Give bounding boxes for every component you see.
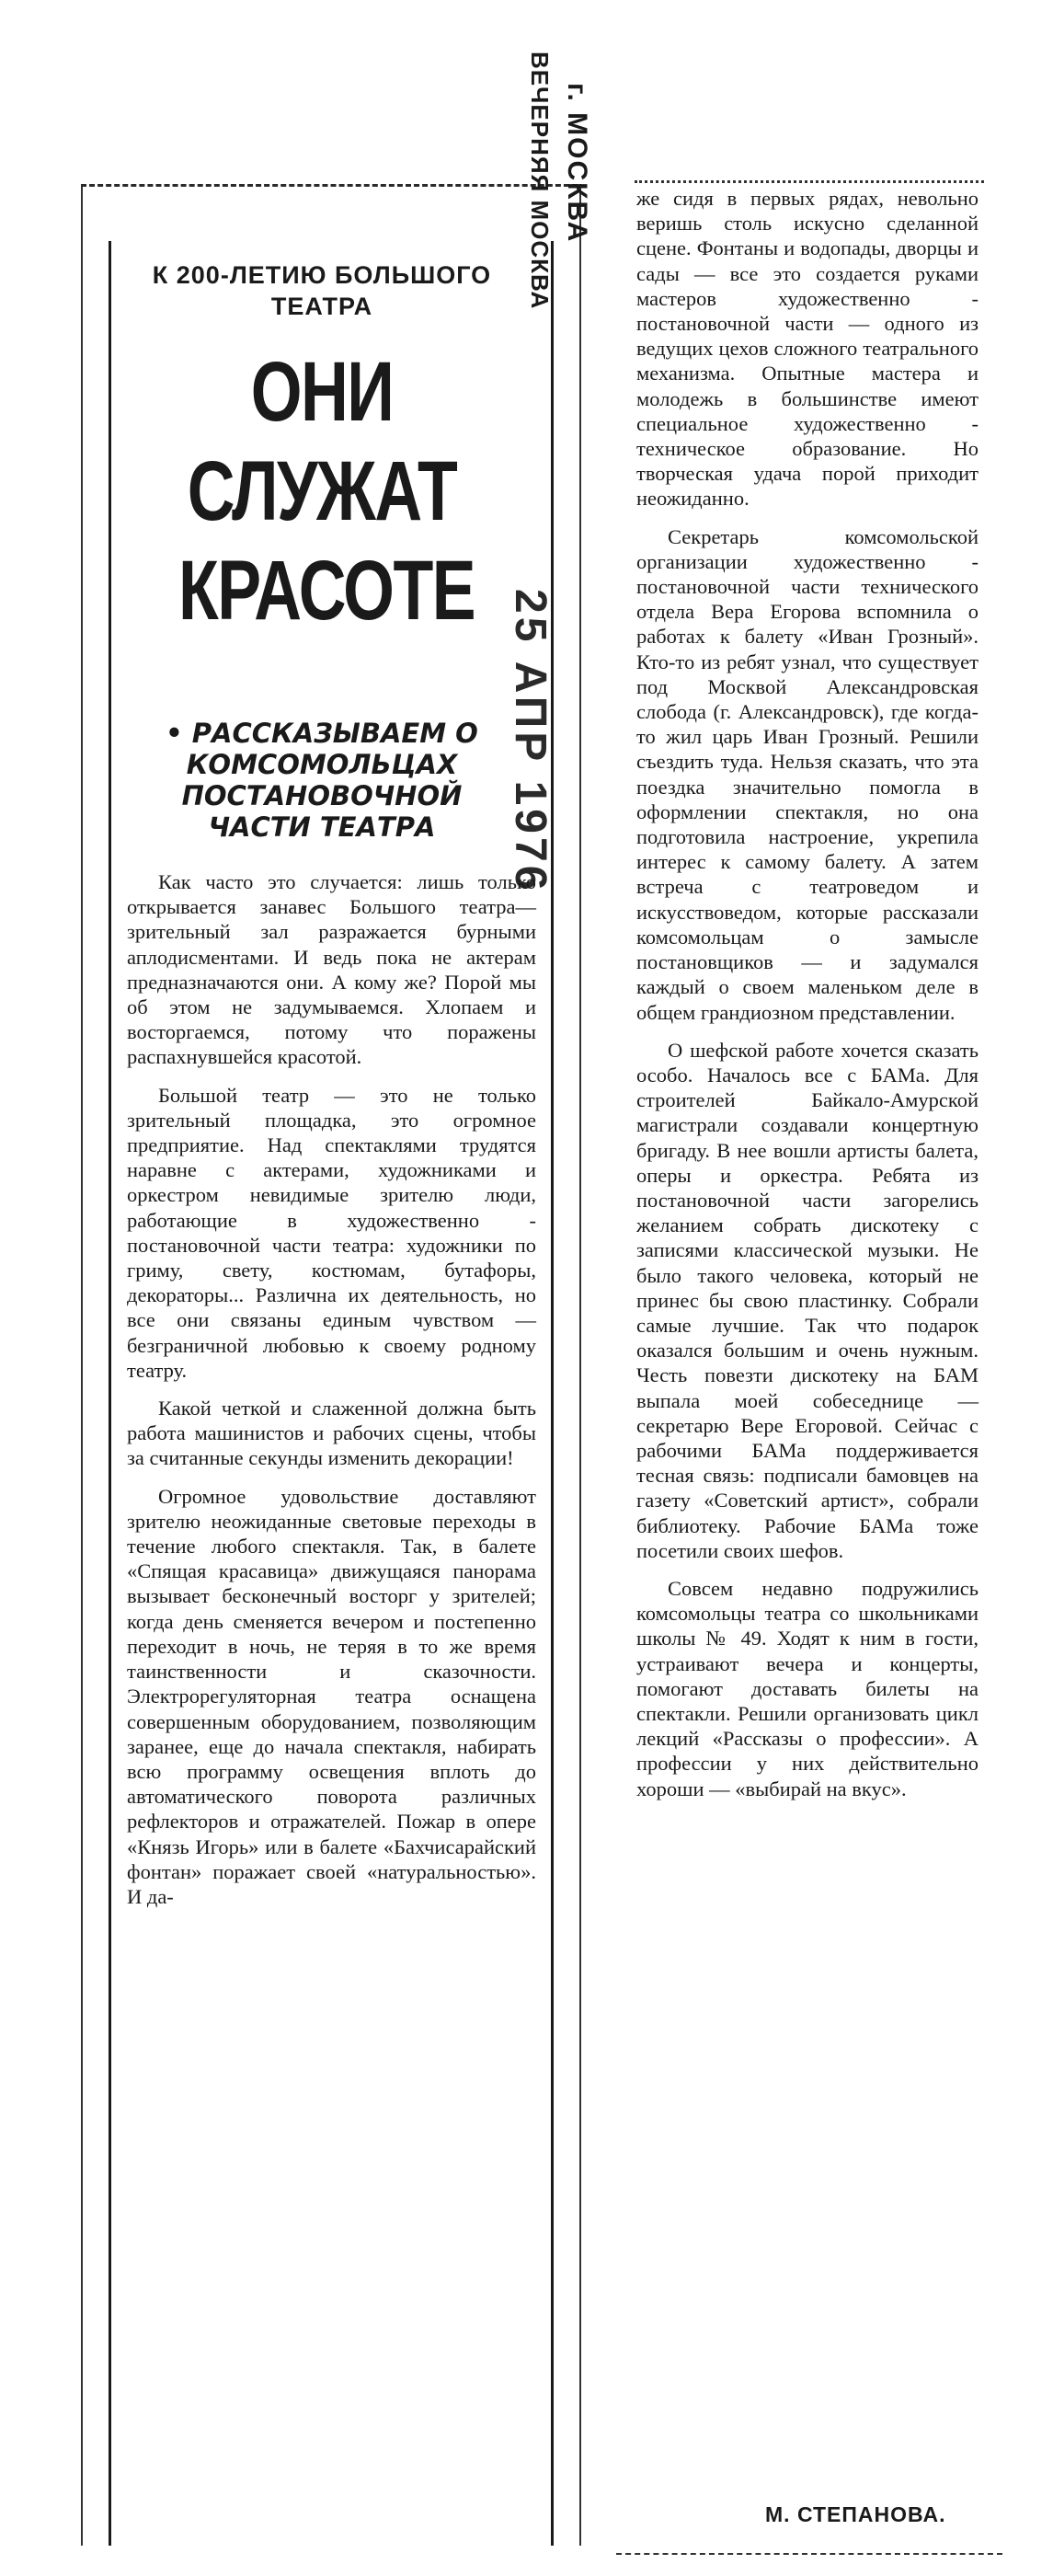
paragraph: Как часто это случается: лишь только открывается занавес Большого театра—зрительный зал разражается бурными аплодисментами. И ведь пока не актерам предназначаются они. А кому же? Порой мы об этом не задумываемся. Хлопаем и восторгаемся, потому что поражены распахнувшейся красотой. bbox=[127, 870, 536, 1069]
right-column-text bbox=[636, 186, 979, 1814]
paragraph: О шефской работе хочется сказать особо. Началось все с БАМа. Для строителей Байкало-Амурской магистрали создавали концертную бригаду. В нее вошли артисты балета, оперы и оркестра. Ребята из постановочной части загорелись желанием собрать дискотеку с записями классической музыки. Не было такого человека, который не принес бы свою пластинку. Собрали самые лучшие. Так что подарок оказался большим и очень нужным. Честь повезти дискотеку на БАМ выпала моей собеседнице — секретарю Вере Егоровой. Сейчас с рабочими БАМа поддерживается тесная связь: подписали бамовцев на газету «Советский артист», собрали библиотеку. Рабочие БАМа тоже посетили своих шефов. bbox=[636, 1038, 979, 1562]
paragraph: Секретарь комсомольской организации художественно - постановочной части технического отдела Вера Егорова вспомнила о работах к балету «Иван Грозный». Кто-то из ребят узнал, что существует под Москвой Александровская слобода (г. Александровск), где когда-то жил царь Иван Грозный. Решили съездить туда. Нельзя сказать, что эта поездка значительно помогла в оформлении спектакля, но она подготовила настроение, укрепила интерес к самому балету. А затем встреча с театроведом и искусствоведом, которые рассказали комсомольцам о замысле постановщиков — и задумался каждый о своем маленьком деле в общем грандиозном представлении. bbox=[636, 524, 979, 1024]
bottom-rule bbox=[616, 2553, 1002, 2555]
right-column-top-rule bbox=[635, 180, 984, 183]
stamp-date: 25 АПР 1976 bbox=[506, 589, 555, 894]
paragraph: Огромное удовольствие доставляют зрителю неожиданные световые переходы в течение любого спектакля. Так, в балете «Спящая красавица» движущаяся панорама вызывает бесконечный восторг у зрителей; когда день сменяется вечером и постепенно переходит в ночь, не теряя в то же время таинственности и сказочности. Электрорегуляторная театра оснащена совершенным оборудованием, позволяющим заранее, еще до начала спектакля, набирать всю программу освещения вплоть до автоматического поворота различных рефлекторов и отражателей. Пожар в опере «Князь Игорь» или в балете «Бахчисарайский фонтан» поражает своей «натуральностью». И да- bbox=[127, 1484, 536, 1908]
article-rubric: К 200-ЛЕТИЮ БОЛЬШОГО ТЕАТРА bbox=[152, 261, 492, 320]
stamp-city: г. МОСКВА bbox=[562, 83, 592, 244]
headline-line: СЛУЖАТ bbox=[187, 444, 457, 538]
paragraph: Совсем недавно подружились комсомольцы театра со школьниками школы № 49. Ходят к ним в гости, устраивают вечера и концерты, помогают доставать билеты на спектакли. Решили организовать цикл лекций «Рассказы о профессии». А профессии у них действительно хороши — «выбирай на вкус». bbox=[636, 1576, 979, 1800]
paragraph: Большой театр — это не только зрительный площадка, это огромное предприятие. Над спектаклями трудятся наравне с актерами, художниками и оркестром невидимые зрителю люди, работающие в художественно - постановочной части театра: художники по гриму, свету, костюмам, бутафоры, декораторы... Различна их деятельность, но все они связаны единым чувством — безграничной любовью к своему родному театру. bbox=[127, 1083, 536, 1382]
left-column-text bbox=[127, 869, 536, 1922]
paragraph: же сидя в первых рядах, невольно веришь столь искусно сделанной сцене. Фонтаны и водопады, дворцы и сады — все это создается руками мастеров художественно - постановочной части — одного из ведущих цехов сложного театрального механизма. Опытные мастера и молодежь в большинстве имеют специальное художественно - техническое образование. Но творческая удача порой приходит неожиданно. bbox=[636, 187, 979, 511]
author-signature: М. СТЕПАНОВА. bbox=[765, 2502, 946, 2526]
paragraph: Какой четкой и слаженной должна быть работа машинистов и рабочих сцены, чтобы за считанные секунды изменить декорации! bbox=[127, 1397, 536, 1470]
article-headline bbox=[178, 342, 475, 640]
column-top-rule bbox=[81, 184, 578, 192]
headline-line: КРАСОТЕ bbox=[178, 544, 475, 638]
stamp-newspaper: ВЕЧЕРНЯЯ МОСКВА bbox=[526, 52, 554, 310]
article-subhead: • РАССКАЗЫВАЕМ О КОМСОМОЛЬЦАХ ПОСТАНОВОЧНОЙ ЧАСТИ ТЕАТРА bbox=[166, 718, 478, 843]
headline-line: ОНИ bbox=[250, 345, 394, 439]
